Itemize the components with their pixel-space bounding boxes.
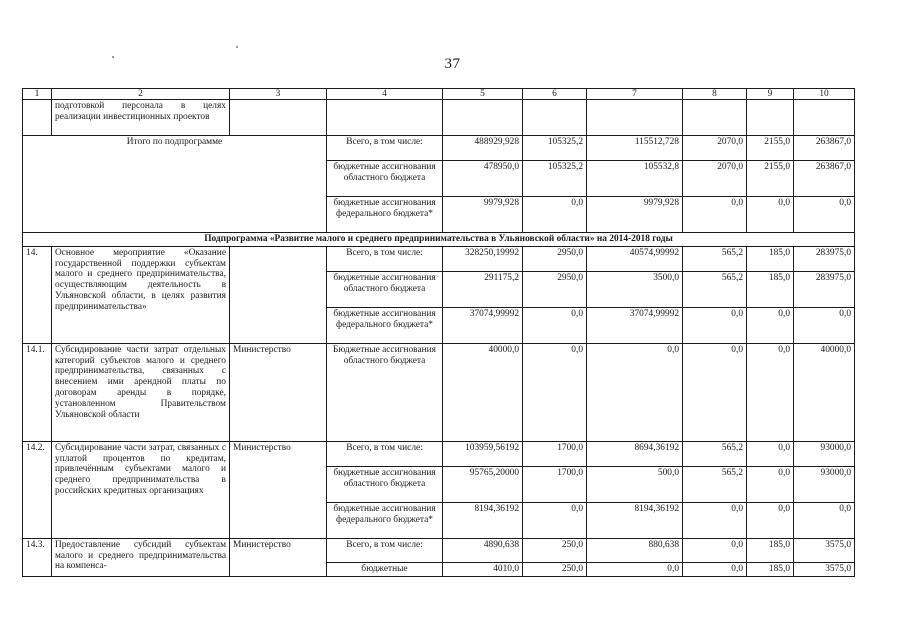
item-14-3-row-all [23,538,855,562]
value-cell: 0,0 [683,307,747,343]
total-label: Итого по подпрограмме [23,136,327,233]
value-cell: 2070,0 [683,136,747,161]
value-cell: 283975,0 [794,246,855,271]
value-cell: 0,0 [587,343,683,441]
column-number: 4 [327,89,443,100]
value-cell [587,100,683,136]
value-cell: 37074,99992 [443,307,523,343]
funding-source [327,100,443,136]
value-cell: 0,0 [747,343,794,441]
value-cell: 291175,2 [443,271,523,307]
item-number: 14.1. [23,343,52,441]
item-number: 14. [23,246,52,343]
column-number: 9 [747,89,794,100]
value-cell: 0,0 [747,466,794,502]
funding-source: Всего, в том числе: [327,538,443,562]
value-cell: 3575,0 [794,538,855,562]
value-cell: 250,0 [523,538,587,562]
value-cell: 0,0 [683,538,747,562]
value-cell: 250,0 [523,562,587,576]
value-cell: 1700,0 [523,441,587,466]
value-cell: 9979,928 [587,197,683,233]
value-cell: 565,2 [683,271,747,307]
continued-row [23,100,855,136]
value-cell: 565,2 [683,466,747,502]
value-cell: 0,0 [747,197,794,233]
value-cell: 880,638 [587,538,683,562]
value-cell: 95765,20000 [443,466,523,502]
budget-table [22,88,855,577]
column-number: 5 [443,89,523,100]
value-cell: 3575,0 [794,562,855,576]
column-number-row [23,89,855,100]
column-number: 7 [587,89,683,100]
value-cell: 0,0 [523,197,587,233]
value-cell: 8694,36192 [587,441,683,466]
subprogram-title-row [23,233,855,247]
value-cell: 0,0 [747,502,794,538]
value-cell: 93000,0 [794,466,855,502]
value-cell: 500,0 [587,466,683,502]
value-cell: 0,0 [794,307,855,343]
value-cell: 185,0 [747,246,794,271]
value-cell: 0,0 [683,197,747,233]
item-description: Субсидирование части затрат, связанных с уплатой процентов по кредитам, привлечённым субъектами малого и среднего предпринимательства в российских кредитных организациях [52,441,230,538]
column-number: 8 [683,89,747,100]
item-executor [230,246,327,343]
page-number: 37 [444,56,461,72]
value-cell: 263867,0 [794,161,855,197]
funding-source: бюджетные ассигнования федерального бюджета* [327,307,443,343]
value-cell: 103959,56192 [443,441,523,466]
value-cell: 488929,928 [443,136,523,161]
value-cell: 40000,0 [794,343,855,441]
item-executor: Министерство [230,343,327,441]
subprogram-title: Подпрограмма «Развитие малого и среднего предпринимательства в Ульяновской области» на 2014-2018 годы [23,233,855,247]
item-description: Субсидирование части затрат отдельных категорий субъектов малого и среднего предпринимательства, связанных с внесением ими арендной платы по договорам аренды в порядке, установленном Правительством Ульяновской области [52,343,230,441]
value-cell [523,100,587,136]
column-number: 3 [230,89,327,100]
funding-source: Всего, в том числе: [327,246,443,271]
value-cell: 328250,19992 [443,246,523,271]
item-14-1-row [23,343,855,441]
value-cell: 2950,0 [523,246,587,271]
funding-source: Всего, в том числе: [327,441,443,466]
value-cell [747,100,794,136]
value-cell: 115512,728 [587,136,683,161]
item-number: 14.3. [23,538,52,576]
value-cell: 185,0 [747,562,794,576]
value-cell: 0,0 [747,441,794,466]
column-number: 1 [23,89,52,100]
value-cell: 0,0 [794,502,855,538]
value-cell: 185,0 [747,271,794,307]
value-cell: 0,0 [523,502,587,538]
value-cell: 105325,2 [523,136,587,161]
item-14-2-row-all [23,441,855,466]
value-cell: 105532,8 [587,161,683,197]
value-cell: 2950,0 [523,271,587,307]
item-description: Предоставление субсидий субъектам малого и среднего предпринимательства на компенса- [52,538,230,576]
funding-source: бюджетные [327,562,443,576]
value-cell: 2155,0 [747,136,794,161]
item-number: 14.2. [23,441,52,538]
value-cell: 0,0 [683,343,747,441]
column-number: 10 [794,89,855,100]
column-number: 2 [52,89,230,100]
value-cell [443,100,523,136]
scan-speck [112,56,114,58]
value-cell: 0,0 [523,307,587,343]
value-cell: 37074,99992 [587,307,683,343]
value-cell [794,100,855,136]
column-number: 6 [523,89,587,100]
item-14-row-all [23,246,855,271]
value-cell: 0,0 [683,562,747,576]
funding-source: Всего, в том числе: [327,136,443,161]
funding-source: Бюджетные ассигнования областного бюджета [327,343,443,441]
value-cell: 0,0 [794,197,855,233]
value-cell: 4890,638 [443,538,523,562]
item-executor: Министерство [230,441,327,538]
item-executor [230,100,327,136]
value-cell: 40000,0 [443,343,523,441]
total-row-all [23,136,855,161]
value-cell: 2070,0 [683,161,747,197]
value-cell: 8194,36192 [587,502,683,538]
funding-source: бюджетные ассигнования областного бюджета [327,161,443,197]
value-cell: 0,0 [683,502,747,538]
value-cell: 0,0 [523,343,587,441]
value-cell: 565,2 [683,441,747,466]
value-cell: 40574,99992 [587,246,683,271]
value-cell: 185,0 [747,538,794,562]
funding-source: бюджетные ассигнования федерального бюджета* [327,197,443,233]
funding-source: бюджетные ассигнования областного бюджета [327,271,443,307]
item-description: Основное мероприятие «Оказание государственной поддержки субъектам малого и среднего предпринимательства, осуществляющим деятельность в Ульяновской области, в целях развития предпринимательства» [52,246,230,343]
value-cell: 565,2 [683,246,747,271]
funding-source: бюджетные ассигнования федерального бюджета* [327,502,443,538]
value-cell: 105325,2 [523,161,587,197]
item-executor: Министерство [230,538,327,576]
value-cell: 0,0 [587,562,683,576]
value-cell: 263867,0 [794,136,855,161]
value-cell [683,100,747,136]
value-cell: 2155,0 [747,161,794,197]
value-cell: 9979,928 [443,197,523,233]
value-cell: 93000,0 [794,441,855,466]
scan-speck [236,46,238,48]
value-cell: 283975,0 [794,271,855,307]
value-cell: 4010,0 [443,562,523,576]
value-cell: 8194,36192 [443,502,523,538]
item-number [23,100,52,136]
value-cell: 0,0 [747,307,794,343]
value-cell: 1700,0 [523,466,587,502]
value-cell: 3500,0 [587,271,683,307]
funding-source: бюджетные ассигнования областного бюджета [327,466,443,502]
item-description: подготовкой персонала в целях реализации инвестиционных проектов [52,100,230,136]
value-cell: 478950,0 [443,161,523,197]
